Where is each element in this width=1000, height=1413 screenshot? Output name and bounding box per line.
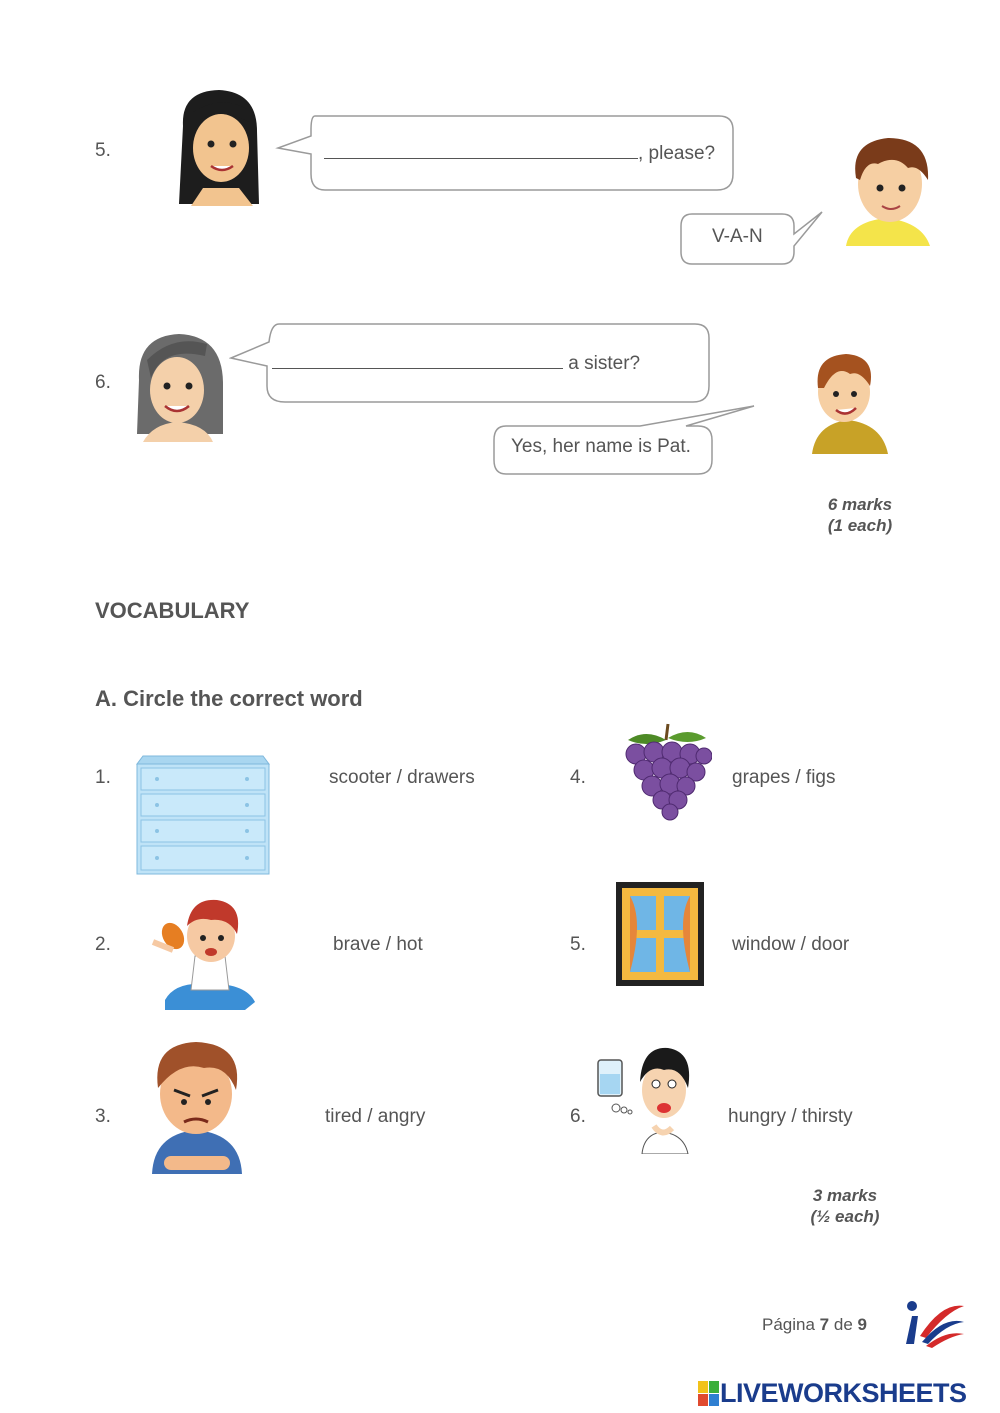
- angry-boy-picture: [144, 1038, 250, 1174]
- liveworksheets-logo-icon: [698, 1381, 720, 1407]
- boy-avatar-5: [838, 134, 936, 246]
- school-logo-icon: [902, 1296, 966, 1348]
- vocab-item-4-number: 4.: [570, 767, 586, 788]
- page-number: [762, 1315, 867, 1335]
- question-5-suffix: , please?: [638, 143, 716, 164]
- question-6-suffix: a sister?: [568, 353, 641, 374]
- answer-6-text: Yes, her name is Pat.: [511, 436, 691, 457]
- girl-avatar-5: [173, 86, 265, 208]
- vocab-item-3-number: 3.: [95, 1106, 111, 1127]
- section-a-title: A. Circle the correct word: [95, 686, 363, 711]
- question-5-text: [324, 138, 715, 165]
- vocab-item-5-options[interactable]: window / door: [732, 934, 850, 955]
- dialogue-marks: [810, 494, 910, 536]
- vocab-item-6-number: 6.: [570, 1106, 586, 1127]
- dialogue-marks-each: (1 each): [827, 516, 893, 535]
- boy-avatar-6: [806, 350, 890, 454]
- vocab-item-3-options[interactable]: tired / angry: [325, 1106, 426, 1127]
- grapes-picture: [622, 722, 712, 822]
- liveworksheets-brand-text: LIVEWORKSHEETS: [720, 1378, 967, 1408]
- answer-blank-6[interactable]: [272, 348, 563, 369]
- vocabulary-marks-total: 3 marks: [812, 1186, 878, 1205]
- vocab-item-2-number: 2.: [95, 934, 111, 955]
- page-current: 7: [819, 1315, 830, 1334]
- vocab-item-2-options[interactable]: brave / hot: [333, 934, 423, 955]
- vocab-item-4-options[interactable]: grapes / figs: [732, 767, 836, 788]
- dialogue-marks-total: 6 marks: [827, 495, 893, 514]
- page-label: Página: [762, 1315, 815, 1334]
- vocabulary-title: VOCABULARY: [95, 598, 250, 623]
- vocab-item-5-number: 5.: [570, 934, 586, 955]
- question-6-number: 6.: [95, 372, 111, 393]
- vocabulary-marks-each: (½ each): [810, 1207, 880, 1226]
- hot-boy-picture: [145, 890, 265, 1014]
- vocab-item-6-options[interactable]: hungry / thirsty: [728, 1106, 853, 1127]
- vocab-item-1-options[interactable]: scooter / drawers: [329, 767, 475, 788]
- answer-blank-5[interactable]: [324, 138, 638, 159]
- window-picture: [614, 880, 706, 988]
- question-5-number: 5.: [95, 140, 111, 161]
- vocab-item-1-number: 1.: [95, 767, 111, 788]
- question-6-text: [272, 348, 640, 375]
- liveworksheets-brand[interactable]: [698, 1378, 967, 1408]
- page-separator: de: [833, 1315, 853, 1334]
- page-total: 9: [857, 1315, 867, 1334]
- vocabulary-marks: [795, 1185, 895, 1227]
- drawers-picture: [133, 754, 273, 876]
- thirsty-boy-picture: [592, 1042, 698, 1154]
- answer-5-text: V-A-N: [712, 226, 763, 247]
- girl-avatar-6: [133, 330, 227, 442]
